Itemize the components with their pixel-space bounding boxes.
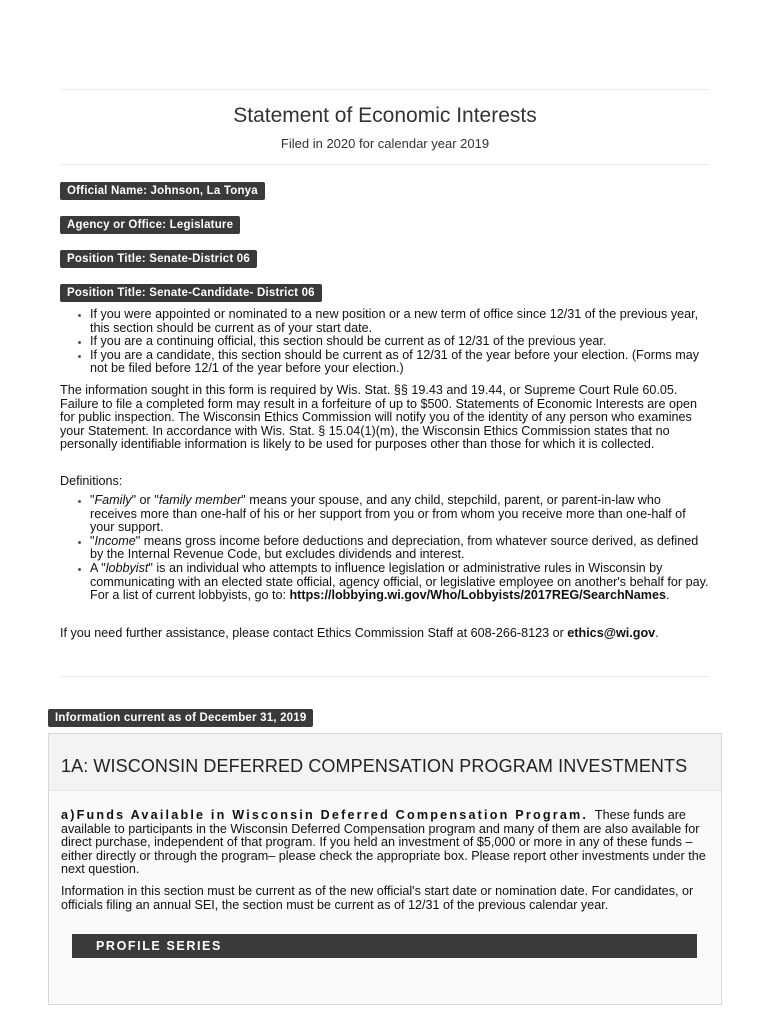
info-current-tag: Information current as of December 31, 2019 (48, 709, 313, 727)
position-title-candidate-tag: Position Title: Senate-Candidate- District 06 (60, 284, 322, 302)
definitions-list (60, 494, 710, 603)
section-1a-panel (48, 733, 722, 1005)
header-divider (60, 164, 710, 165)
top-divider (60, 89, 710, 90)
position-title-tag: Position Title: Senate-District 06 (60, 250, 257, 268)
section-info-paragraph: Information in this section must be current as of the new official's start date or nomination date. For candidates, or officials filing an annual SEI, the section must be current as of 12/31 of the previous calendar year. (61, 884, 694, 912)
term-lobbyist: lobbyist (105, 560, 149, 575)
list-item: • If you were appointed or nominated to a new position or a new term of office since 12/31 of the previous year, this section should be current as of your start date. (90, 308, 710, 335)
section-1a-title: 1A: WISCONSIN DEFERRED COMPENSATION PROGRAM INVESTMENTS (61, 756, 688, 776)
term-income: Income (94, 533, 136, 548)
definition-income: • "Income" means gross income before deductions and depreciation, from whatever source derived, as defined by the Internal Revenue Code, but excludes dividends and interest. (90, 535, 710, 562)
funds-paragraph: a)Funds Available in Wisconsin Deferred Compensation Program. These funds are available to participants in the Wisconsin Deferred Compensation program and many of them are also available for direct purchase, independent of that program. If you held an investment of $5,000 or more in any of these funds – either directly or through the program– please check the appropriate box. Please report other investments under the next question. (61, 808, 706, 877)
definition-family: • "Family" or "family member" means your spouse, and any child, stepchild, parent, or parent-in-law who receives more than one-half of his or her support from you or from whom you receive more than one-half of your support. (90, 494, 710, 535)
section-1a-header (49, 734, 721, 791)
page-title: Statement of Economic Interests (233, 104, 537, 127)
page-subtitle: Filed in 2020 for calendar year 2019 (280, 136, 490, 151)
content-divider (60, 676, 710, 677)
info-paragraph: The information sought in this form is required by Wis. Stat. §§ 19.43 and 19.44, or Supreme Court Rule 60.05. Failure to file a completed form may result in a forfeiture of up to $500. Statements of Economic Interests are open for public inspection. The Wisconsin Ethics Commission will notify you of the identity of any person who examines your Statement. In accordance with Wis. Stat. § 15.04(1)(m), the Wisconsin Ethics Commission states that no personally identifiable information is likely to be used for purposes other than those for which it is collected. (60, 383, 698, 452)
ethics-email-link[interactable]: ethics@wi.gov (567, 626, 656, 640)
official-name-tag: Official Name: Johnson, La Tonya (60, 182, 265, 200)
definitions-label: Definitions: (60, 474, 123, 488)
list-item: • If you are a continuing official, this section should be current as of 12/31 of the previous year. (90, 335, 710, 349)
term-family-member: family member (158, 493, 242, 507)
assistance-paragraph: If you need further assistance, please contact Ethics Commission Staff at 608-266-8123 or ethics@wi.gov. (60, 626, 659, 640)
list-item: • If you are a candidate, this section should be current as of 12/31 of the year before your election. (Forms may not be filed before 12/1 of the year before your election.) (90, 349, 710, 376)
lobbyist-search-link[interactable]: https://lobbying.wi.gov/Who/Lobbyists/2017REG/SearchNames (289, 588, 666, 603)
timing-bullets (60, 308, 710, 376)
funds-label: a)Funds Available in Wisconsin Deferred Compensation Program. (61, 808, 589, 822)
definition-lobbyist: • A "lobbyist" is an individual who attempts to influence legislation or administrative rules in Wisconsin by communicating with an elected state official, agency official, or legislative employee on another's behalf for pay. For a list of current lobbyists, go to: https://lobbying.wi.gov/Who/Lobbyists/2017REG/SearchNames. (90, 562, 710, 603)
agency-tag: Agency or Office: Legislature (60, 216, 240, 234)
profile-series-header: PROFILE SERIES (72, 934, 697, 958)
term-family: Family (94, 493, 132, 507)
